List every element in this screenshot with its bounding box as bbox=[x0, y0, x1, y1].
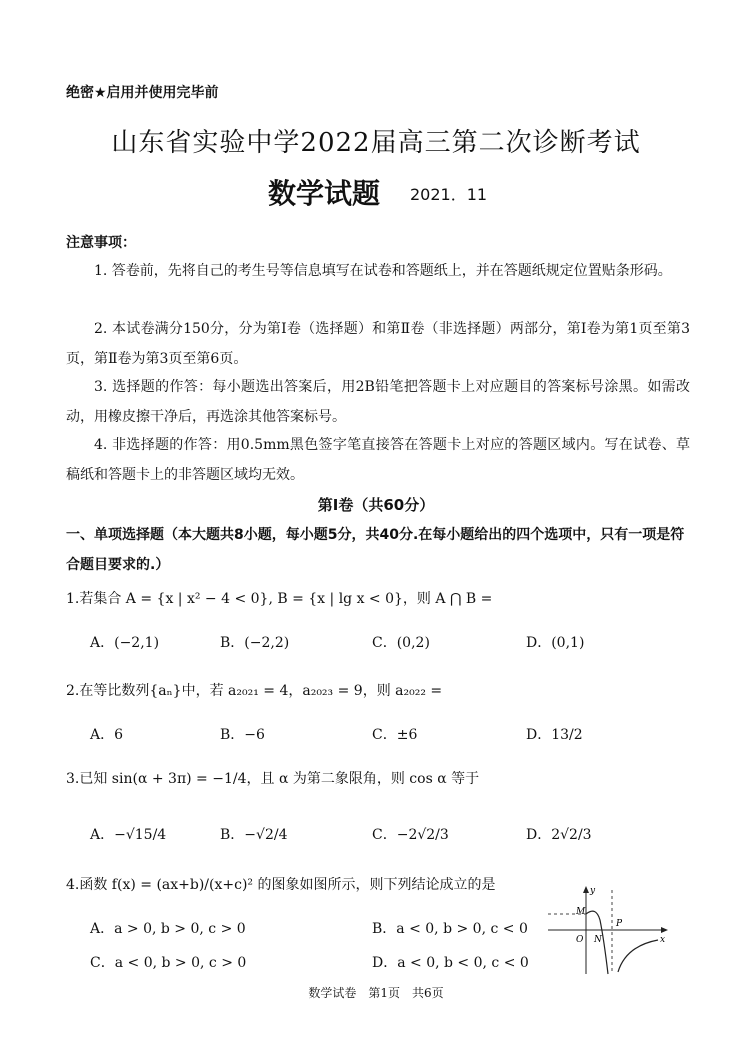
y-axis-arrow bbox=[583, 886, 589, 893]
question-3-option-b: B．−√2/4 bbox=[220, 827, 288, 843]
origin-label: O bbox=[576, 935, 584, 945]
notice-item: 1. 答卷前，先将自己的考生号等信息填写在试卷和答题纸上，并在答题纸规定位置贴条形码。 bbox=[94, 263, 672, 279]
question-3-option-c: C．−2√2/3 bbox=[372, 827, 449, 843]
x-label: x bbox=[660, 935, 666, 945]
exam-date: 2021．11 bbox=[410, 185, 488, 204]
exam-title: 山东省实验中学2022届高三第二次诊断考试 bbox=[111, 128, 641, 158]
point-m-label: M bbox=[576, 907, 586, 917]
question-4-option-b: B．a < 0, b > 0, c < 0 bbox=[372, 921, 528, 937]
question-1-option-b: B．(−2,2) bbox=[220, 635, 290, 651]
question-2-option-a: A．6 bbox=[90, 727, 124, 743]
question-2-option-d: D．13/2 bbox=[526, 727, 583, 743]
question-1-option-a: A．(−2,1) bbox=[90, 635, 160, 651]
point-n-label: N bbox=[594, 935, 602, 945]
question-4-option-a: A．a > 0, b > 0, c > 0 bbox=[90, 921, 246, 937]
question-3-stem: 3.已知 sin(α + 3π) = −1/4，且 α 为第二象限角，则 cos α 等于 bbox=[66, 771, 480, 787]
part-heading: 一、单项选择题（本大题共8小题，每小题5分，共40分.在每小题给出的四个选项中，只有一项是符合题目要求的.） bbox=[66, 527, 685, 573]
question-2-option-c: C．±6 bbox=[372, 727, 418, 743]
question-3-option-d: D．2√2/3 bbox=[526, 827, 592, 843]
section-heading: 第Ⅰ卷（共60分） bbox=[317, 496, 435, 514]
subject-title: 数学试题 bbox=[268, 177, 381, 210]
notice-item: 4. 非选择题的作答：用0.5mm黑色签字笔直接答在答题卡上对应的答题区域内。写在试卷、草稿纸和答题卡上的非答题区域均无效。 bbox=[66, 437, 690, 483]
question-2-stem: 2.在等比数列{aₙ}中，若 a₂₀₂₁ = 4，a₂₀₂₃ = 9，则 a₂₀₂₂ = bbox=[66, 683, 443, 699]
y-label: y bbox=[590, 886, 596, 896]
question-3-option-a: A．−√15/4 bbox=[90, 827, 167, 843]
notice-heading: 注意事项： bbox=[66, 235, 136, 251]
x-axis-arrow bbox=[661, 927, 668, 933]
curve-right-branch bbox=[618, 940, 658, 972]
point-p-label: P bbox=[616, 919, 623, 929]
question-2-option-b: B．−6 bbox=[220, 727, 265, 743]
function-graph bbox=[546, 884, 670, 976]
confidential-label: 绝密★启用并使用完毕前 bbox=[66, 85, 219, 101]
question-1-option-d: D．(0,1) bbox=[526, 635, 585, 651]
notice-item: 3. 选择题的作答：每小题选出答案后，用2B铅笔把答题卡上对应题目的答案标号涂黑。如需改动，用橡皮擦干净后，再选涂其他答案标号。 bbox=[66, 379, 690, 425]
notice-item: 2. 本试卷满分150分，分为第Ⅰ卷（选择题）和第Ⅱ卷（非选择题）两部分，第Ⅰ卷为第1页至第3页，第Ⅱ卷为第3页至第6页。 bbox=[66, 321, 690, 367]
question-1-stem: 1.若集合 A = {x | x² − 4 < 0}, B = {x | lg x < 0}，则 A ⋂ B = bbox=[66, 591, 493, 607]
question-1-option-c: C．(0,2) bbox=[372, 635, 430, 651]
question-4-option-d: D．a < 0, b < 0, c < 0 bbox=[372, 955, 529, 971]
question-4-option-c: C．a < 0, b > 0, c > 0 bbox=[90, 955, 247, 971]
question-4-stem: 4.函数 f(x) = (ax+b)/(x+c)² 的图象如图所示，则下列结论成立的是 bbox=[66, 877, 496, 893]
page-footer: 数学试卷 第1页 共6页 bbox=[308, 986, 444, 1000]
